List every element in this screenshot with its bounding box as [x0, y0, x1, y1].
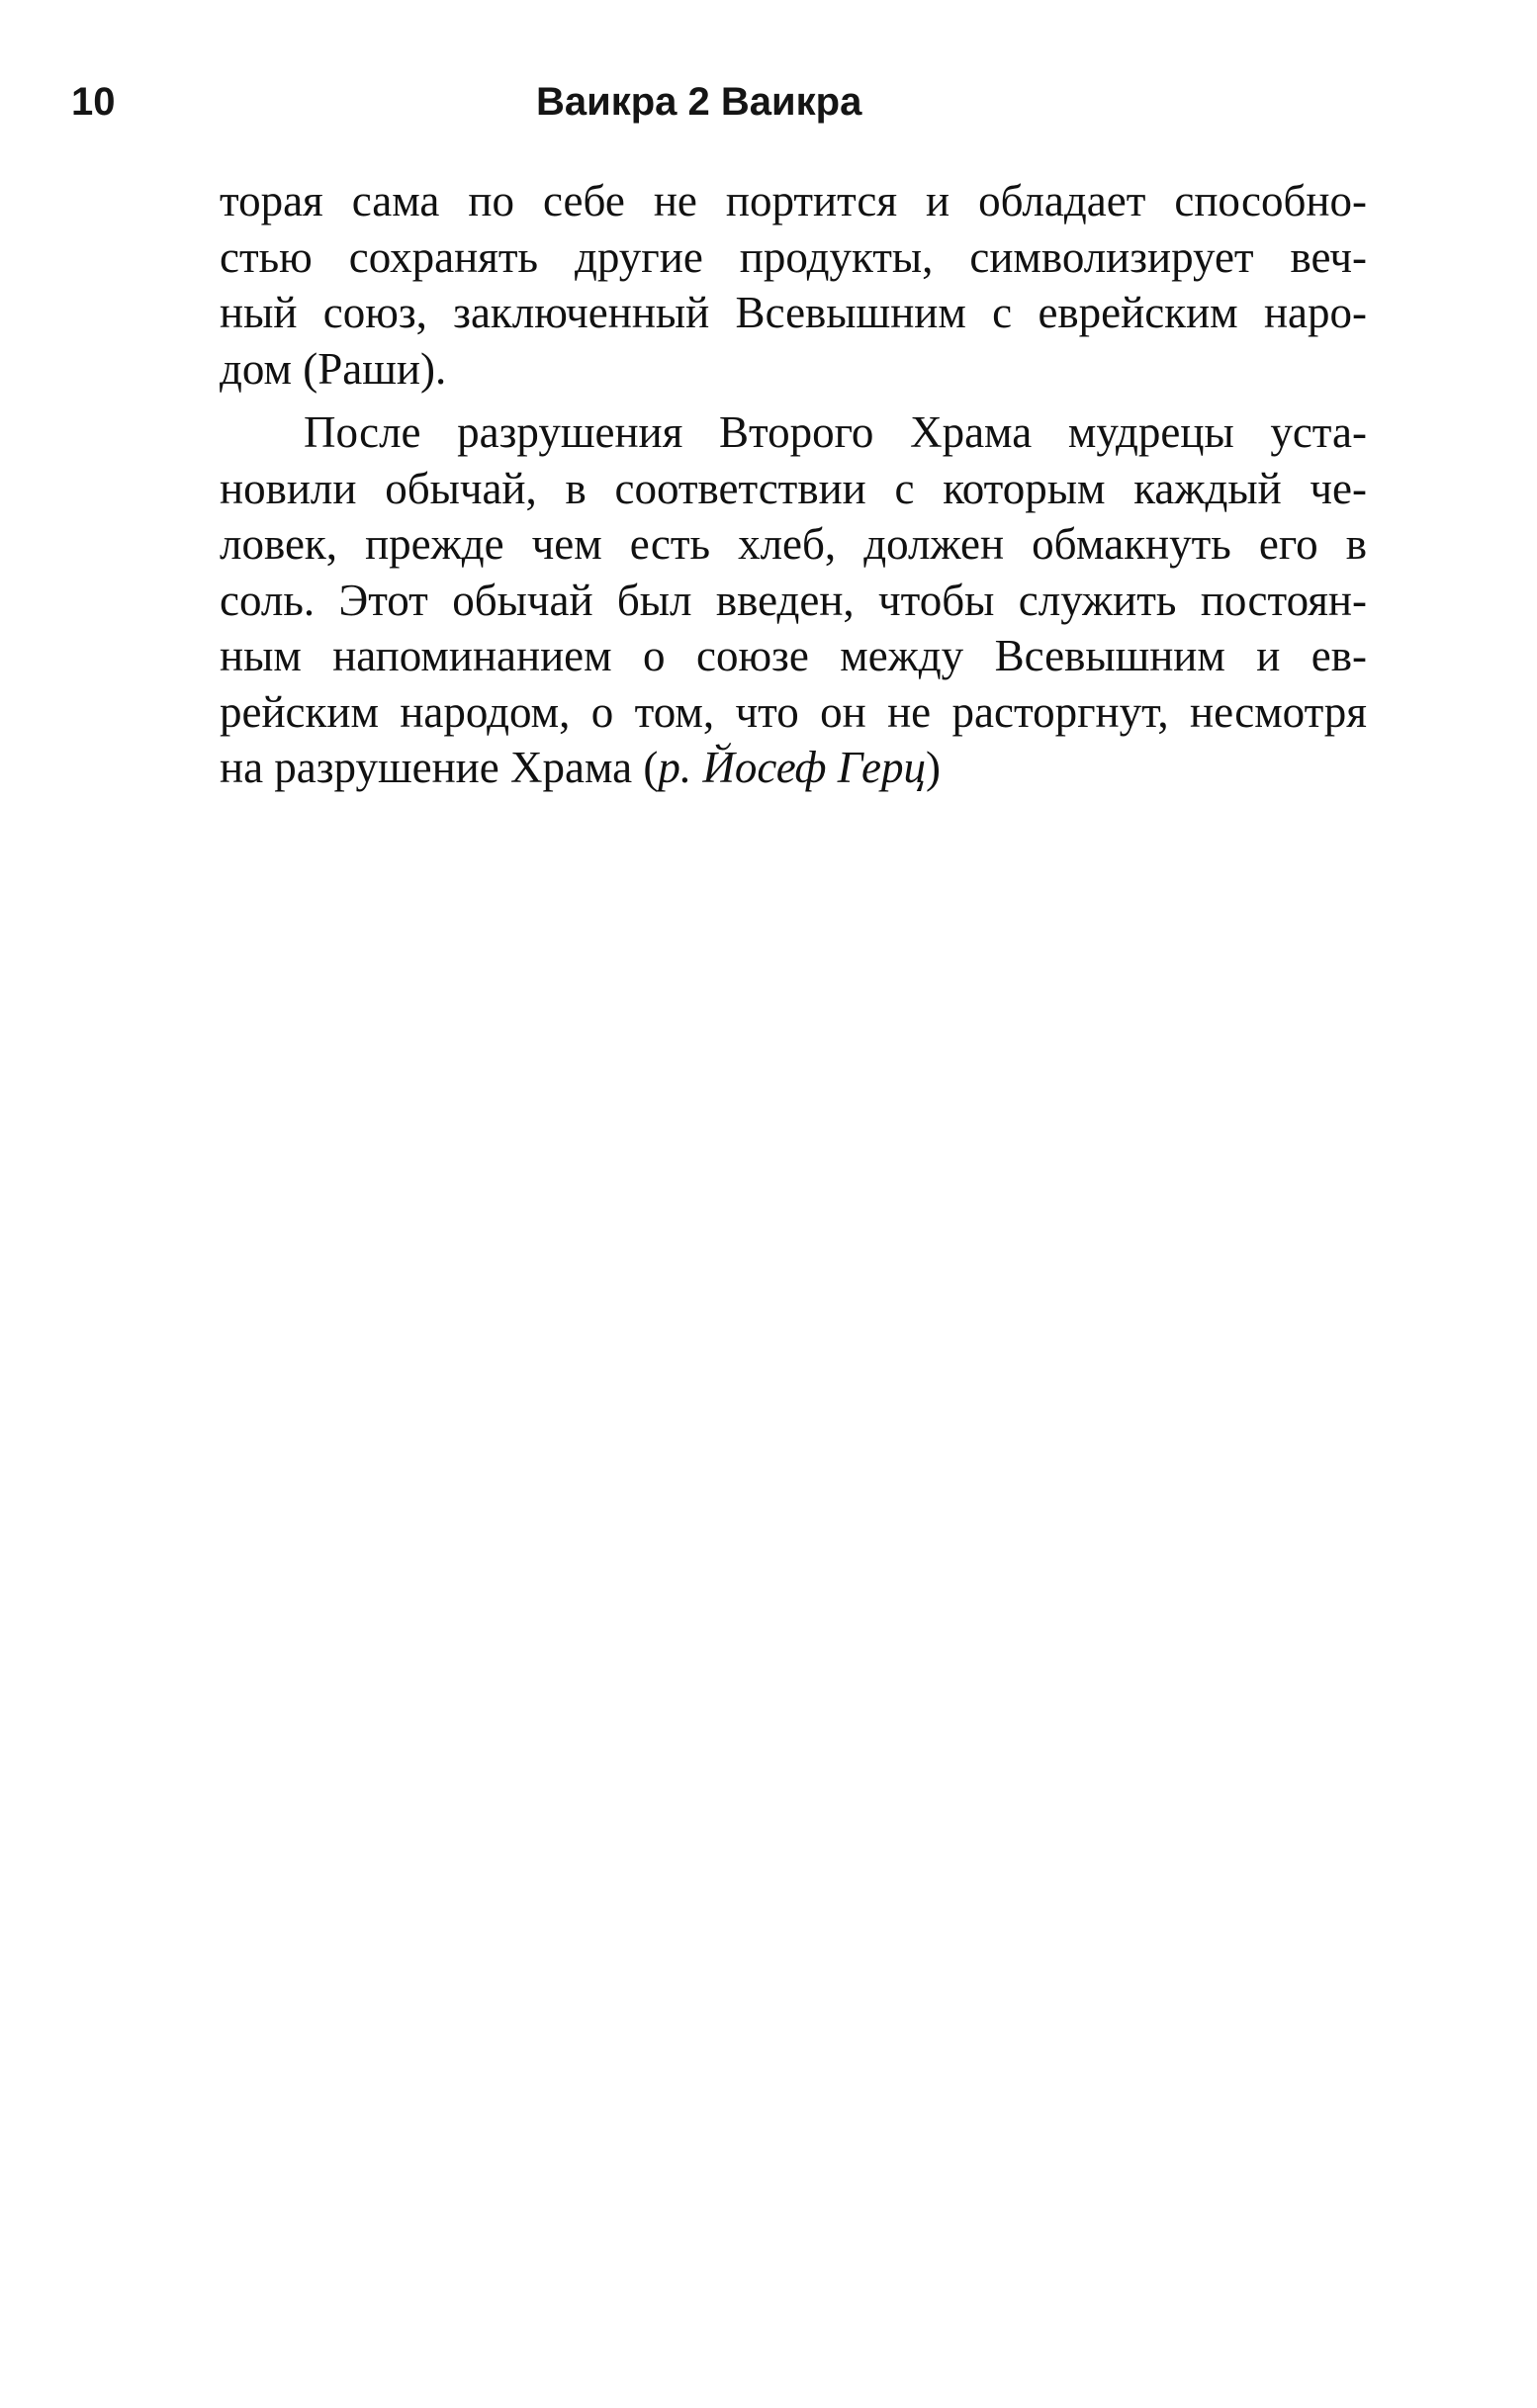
text-line: соль. Этот обычай был введен, чтобы служить постоян- [220, 575, 1367, 625]
running-head [71, 77, 1367, 127]
text-line: стью сохранять другие продукты, символизирует веч- [220, 231, 1367, 282]
body-text [220, 173, 1367, 796]
paragraph-1 [220, 173, 1367, 397]
paragraph-2 [220, 404, 1367, 796]
text-fragment: на разрушение Храма ( [220, 743, 659, 792]
text-line-last [220, 740, 1367, 796]
text-line: торая сама по себе не портится и обладает способно- [220, 176, 1367, 225]
text-line: дом (Раши). [220, 343, 447, 394]
text-line: рейским народом, о том, что он не расторгнут, несмотря [220, 686, 1367, 737]
text-line: После разрушения Второго Храма мудрецы уста- [304, 407, 1367, 457]
citation: р. Йосеф Герц [658, 743, 926, 792]
text-line: ловек, прежде чем есть хлеб, должен обмакнуть его в [220, 519, 1367, 569]
running-title: Ваикра 2 Ваикра [536, 80, 862, 124]
text-line: ный союз, заключенный Всевышним с еврейским наро- [220, 288, 1367, 337]
text-line: новили обычай, в соответствии с которым каждый че- [220, 463, 1367, 513]
closing-paren: ) [926, 743, 941, 792]
page-number: 10 [71, 80, 116, 124]
text-line: ным напоминанием о союзе между Всевышним и ев- [220, 631, 1367, 680]
